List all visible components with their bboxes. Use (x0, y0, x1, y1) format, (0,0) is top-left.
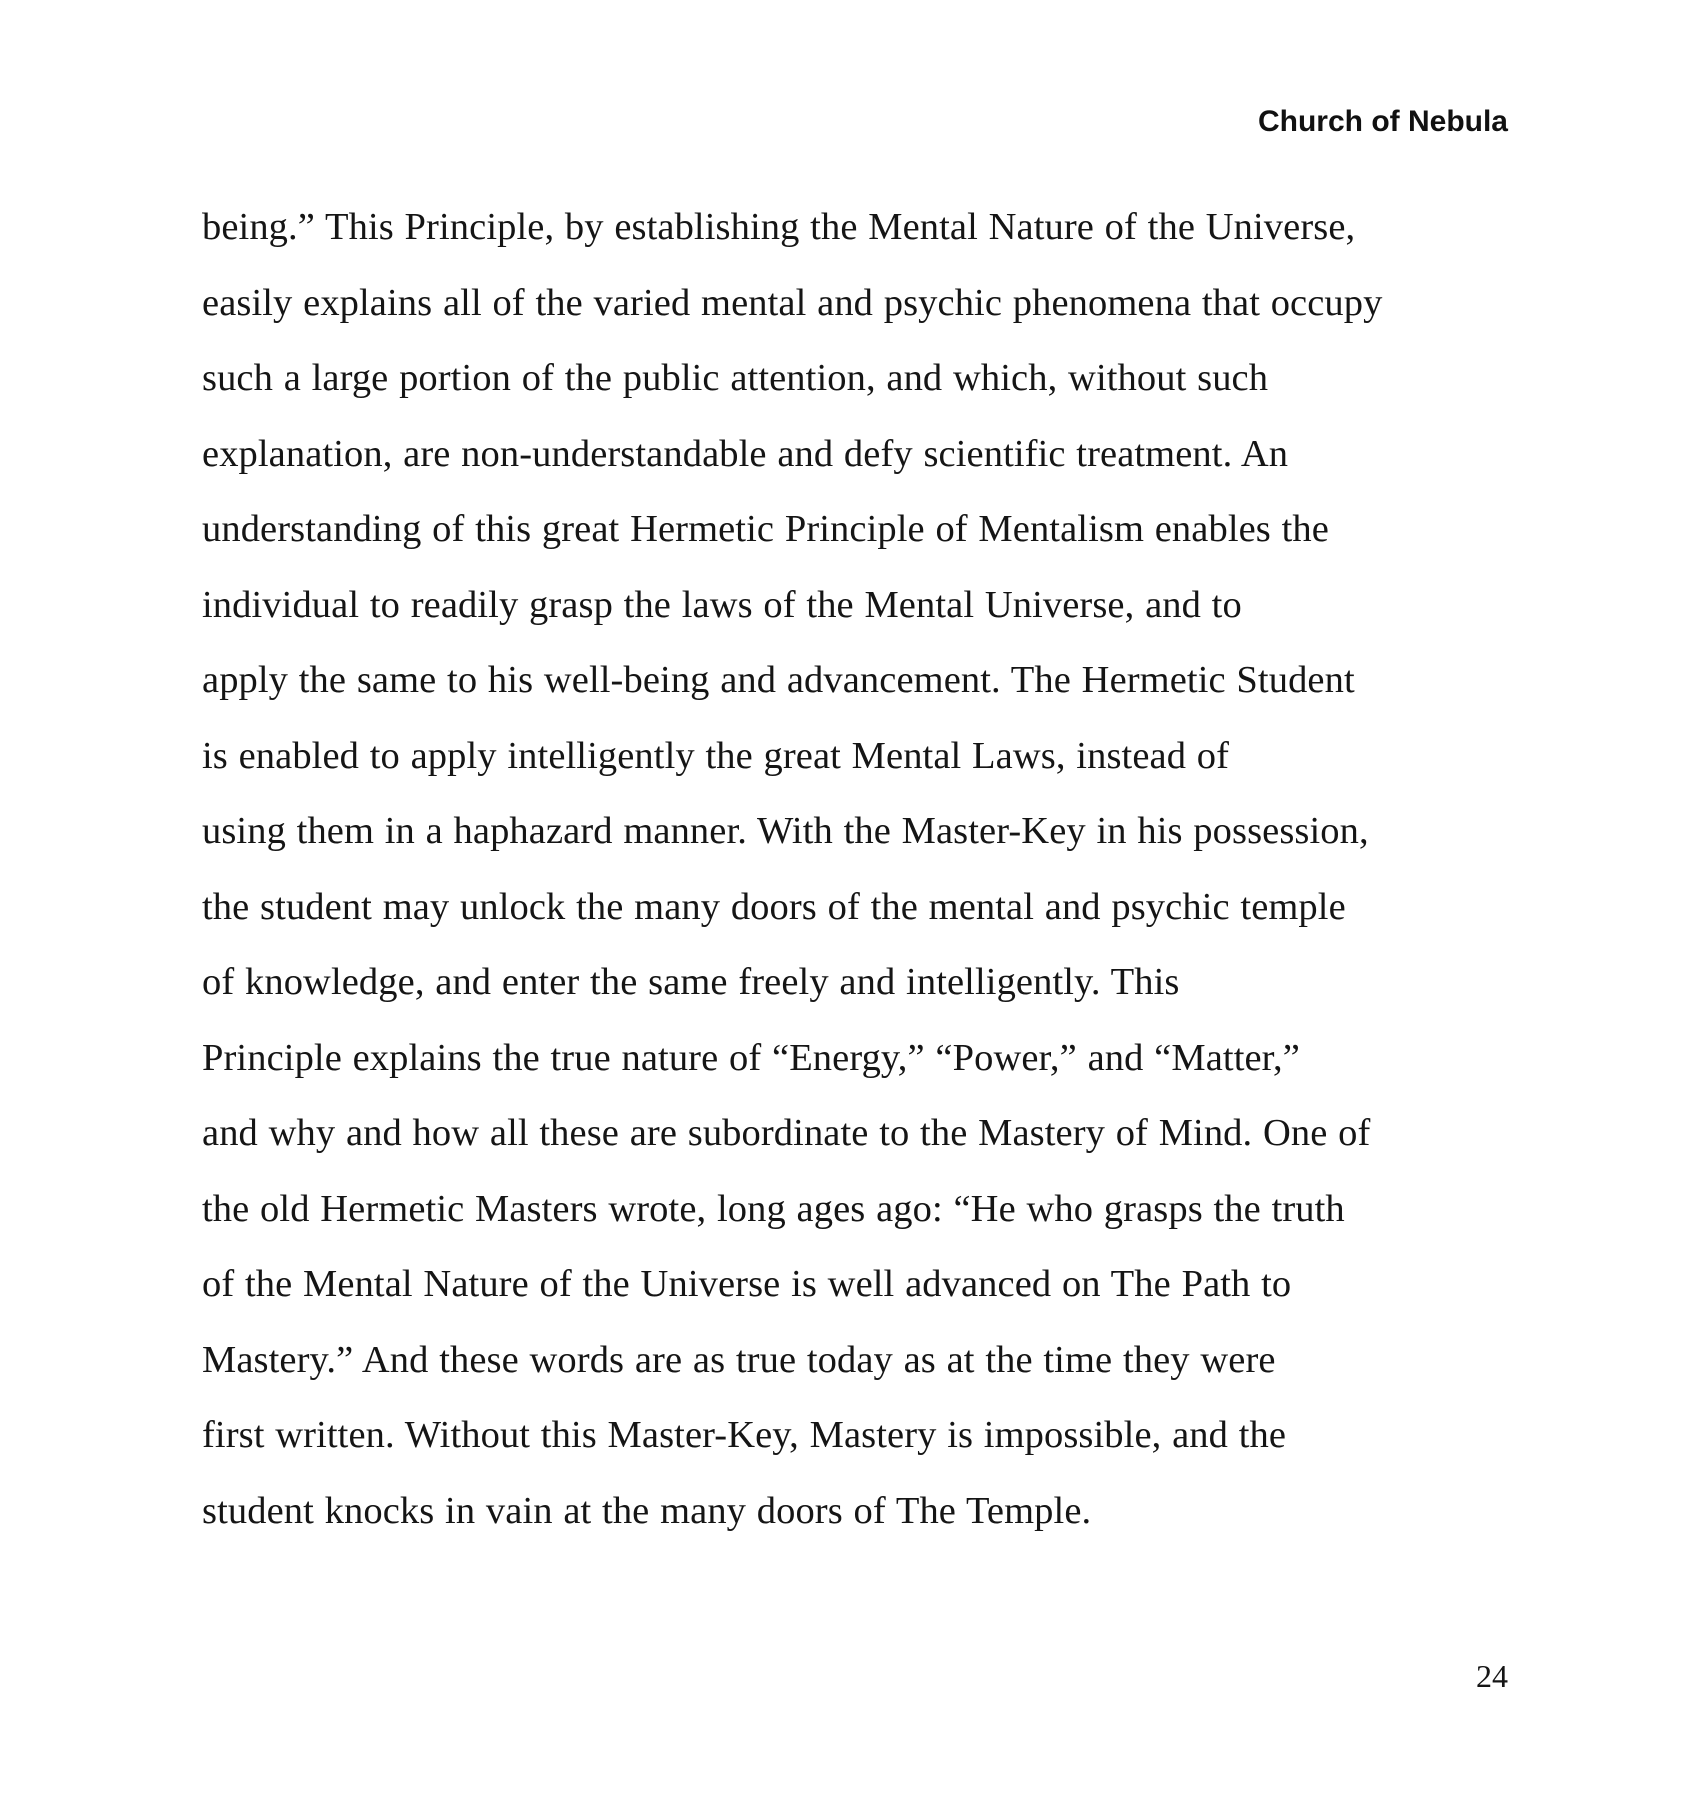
text-line: being.” This Principle, by establishing the Mental Nature of the Universe, (202, 206, 1356, 248)
running-header-title: Church of Nebula (1257, 105, 1508, 138)
text-line: of the Mental Nature of the Universe is well advanced on The Path to (202, 1263, 1292, 1305)
text-line: and why and how all these are subordinate to the Mastery of Mind. One of (202, 1112, 1371, 1154)
text-line: the student may unlock the many doors of the mental and psychic temple (202, 885, 1346, 928)
text-line: apply the same to his well-being and advancement. The Hermetic Student (202, 659, 1355, 701)
body-paragraph (202, 190, 1522, 1549)
page-number: 24 (1476, 1658, 1508, 1694)
text-line: the old Hermetic Masters wrote, long ages ago: “He who grasps the truth (202, 1187, 1345, 1230)
text-line: easily explains all of the varied mental and psychic phenomena that occupy (202, 281, 1383, 324)
text-line: understanding of this great Hermetic Principle of Mentalism enables the (202, 508, 1329, 550)
text-line: individual to readily grasp the laws of the Mental Universe, and to (202, 583, 1242, 626)
text-line: student knocks in vain at the many doors of The Temple. (202, 1489, 1092, 1532)
text-line: is enabled to apply intelligently the great Mental Laws, instead of (202, 734, 1230, 777)
text-line: explanation, are non-understandable and defy scientific treatment. An (202, 432, 1289, 475)
text-line: such a large portion of the public attention, and which, without such (202, 357, 1269, 399)
text-line: first written. Without this Master-Key, Mastery is impossible, and the (202, 1414, 1287, 1456)
text-line: using them in a haphazard manner. With the Master-Key in his possession, (202, 810, 1369, 852)
text-line: of knowledge, and enter the same freely and intelligently. This (202, 961, 1180, 1003)
text-line: Principle explains the true nature of “Energy,” “Power,” and “Matter,” (202, 1036, 1300, 1079)
text-line: Mastery.” And these words are as true today as at the time they were (202, 1338, 1276, 1381)
